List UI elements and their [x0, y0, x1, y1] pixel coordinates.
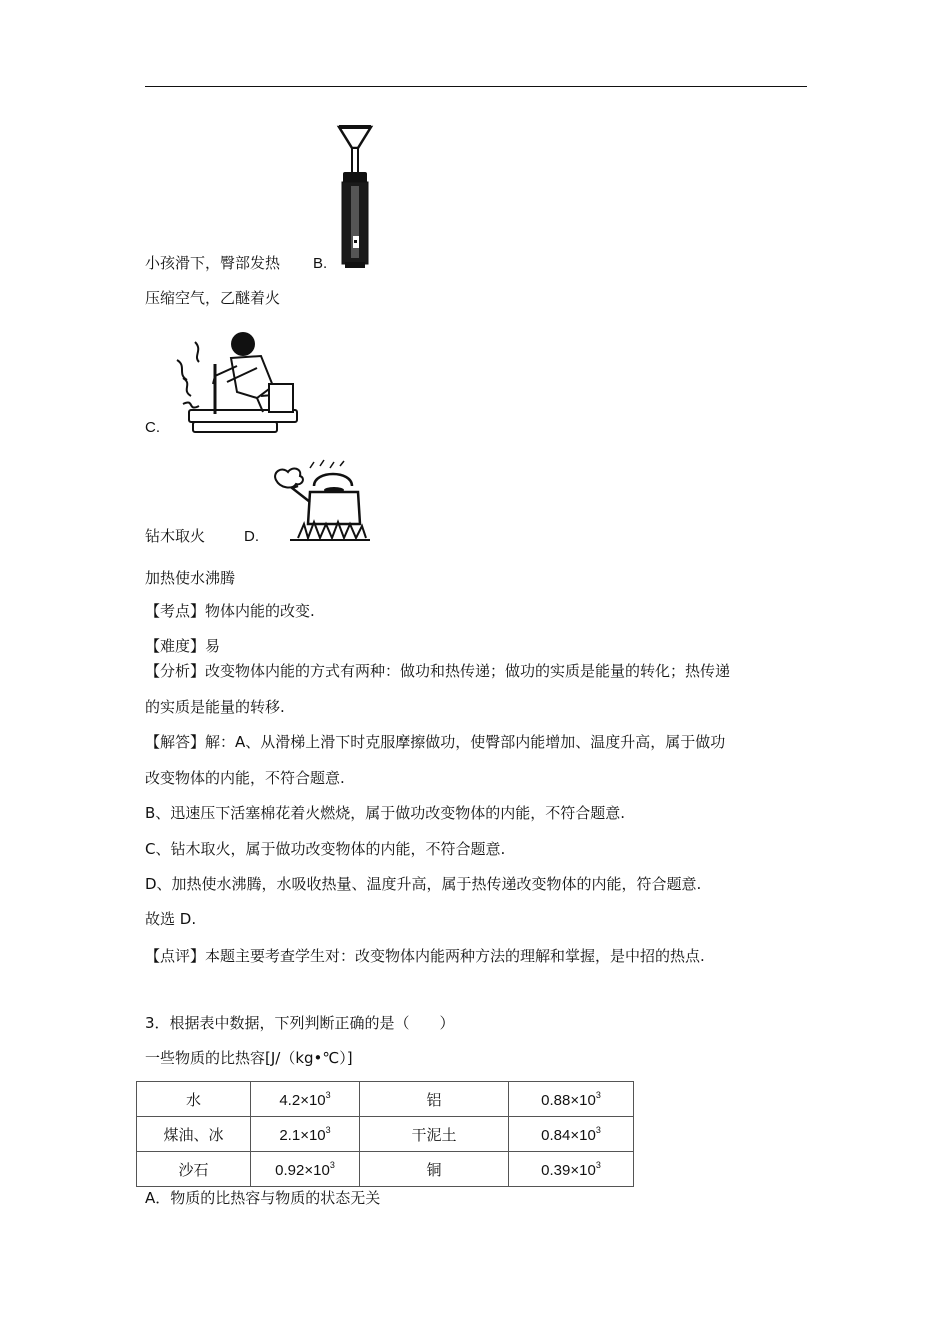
kaodian: 【考点】物体内能的改变.	[145, 602, 315, 620]
option-d-caption: 加热使水沸腾	[145, 569, 236, 587]
value-cell	[251, 1152, 360, 1187]
jieda-line1: 【解答】解：A、从滑梯上滑下时克服摩擦做功，使臀部内能增加、温度升高，属于做功	[145, 733, 726, 751]
value-cell	[251, 1082, 360, 1117]
value-cell	[251, 1117, 360, 1152]
substance-cell: 铜	[360, 1152, 509, 1187]
question-3-option-a: A．物质的比热容与物质的状态无关	[145, 1189, 381, 1207]
value-exponent: 3	[595, 1089, 601, 1100]
kettle-figure	[270, 458, 374, 544]
substance-cell: 煤油、冰	[137, 1117, 251, 1152]
value-mantissa: 0.88×10	[541, 1091, 596, 1109]
jieda-c: C、钻木取火，属于做功改变物体的内能，不符合题意.	[145, 840, 506, 858]
value-exponent: 3	[595, 1124, 601, 1135]
table-row	[137, 1117, 634, 1152]
value-cell	[509, 1082, 634, 1117]
option-b-caption: 压缩空气，乙醚着火	[145, 289, 281, 307]
value-cell	[509, 1117, 634, 1152]
value-exponent: 3	[325, 1089, 331, 1100]
fenxi-line1: 【分析】改变物体内能的方式有两种：做功和热传递；做功的实质是能量的转化；热传递	[145, 662, 731, 680]
wood-drilling-figure	[165, 322, 301, 436]
jieda-line2: 改变物体的内能，不符合题意.	[145, 769, 345, 787]
value-exponent: 3	[325, 1124, 331, 1135]
value-mantissa: 0.39×10	[541, 1161, 596, 1179]
jieda-b: B、迅速压下活塞棉花着火燃烧，属于做功改变物体的内能，不符合题意.	[145, 804, 626, 822]
header-rule	[145, 86, 807, 87]
option-a-caption: 小孩滑下，臀部发热	[145, 254, 281, 272]
table-row	[137, 1152, 634, 1187]
option-d-letter: D.	[244, 528, 259, 545]
value-exponent: 3	[595, 1159, 601, 1170]
dianping: 【点评】本题主要考查学生对：改变物体内能两种方法的理解和掌握，是中招的热点.	[145, 947, 705, 965]
value-mantissa: 4.2×10	[279, 1091, 326, 1109]
question-3-stem: 3．根据表中数据，下列判断正确的是（ ）	[145, 1014, 455, 1032]
answer: 故选 D.	[145, 910, 197, 928]
fenxi-line2: 的实质是能量的转移.	[145, 698, 285, 716]
option-c-caption: 钻木取火	[145, 527, 206, 545]
option-c-letter: C.	[145, 419, 160, 436]
substance-cell: 沙石	[137, 1152, 251, 1187]
substance-cell: 铝	[360, 1082, 509, 1117]
value-mantissa: 0.84×10	[541, 1126, 596, 1144]
nandu: 【难度】易	[145, 637, 221, 655]
fire-syringe-figure	[334, 124, 376, 270]
jieda-d: D、加热使水沸腾，水吸收热量、温度升高，属于热传递改变物体的内能，符合题意.	[145, 875, 702, 893]
specific-heat-table	[136, 1081, 634, 1187]
value-exponent: 3	[329, 1159, 335, 1170]
value-cell	[509, 1152, 634, 1187]
substance-cell: 干泥土	[360, 1117, 509, 1152]
table-title: 一些物质的比热容[J/（kg•℃）]	[145, 1049, 353, 1067]
value-mantissa: 2.1×10	[279, 1126, 326, 1144]
table-row	[137, 1082, 634, 1117]
option-b-letter: B.	[313, 255, 328, 272]
value-mantissa: 0.92×10	[275, 1161, 330, 1179]
substance-cell: 水	[137, 1082, 251, 1117]
